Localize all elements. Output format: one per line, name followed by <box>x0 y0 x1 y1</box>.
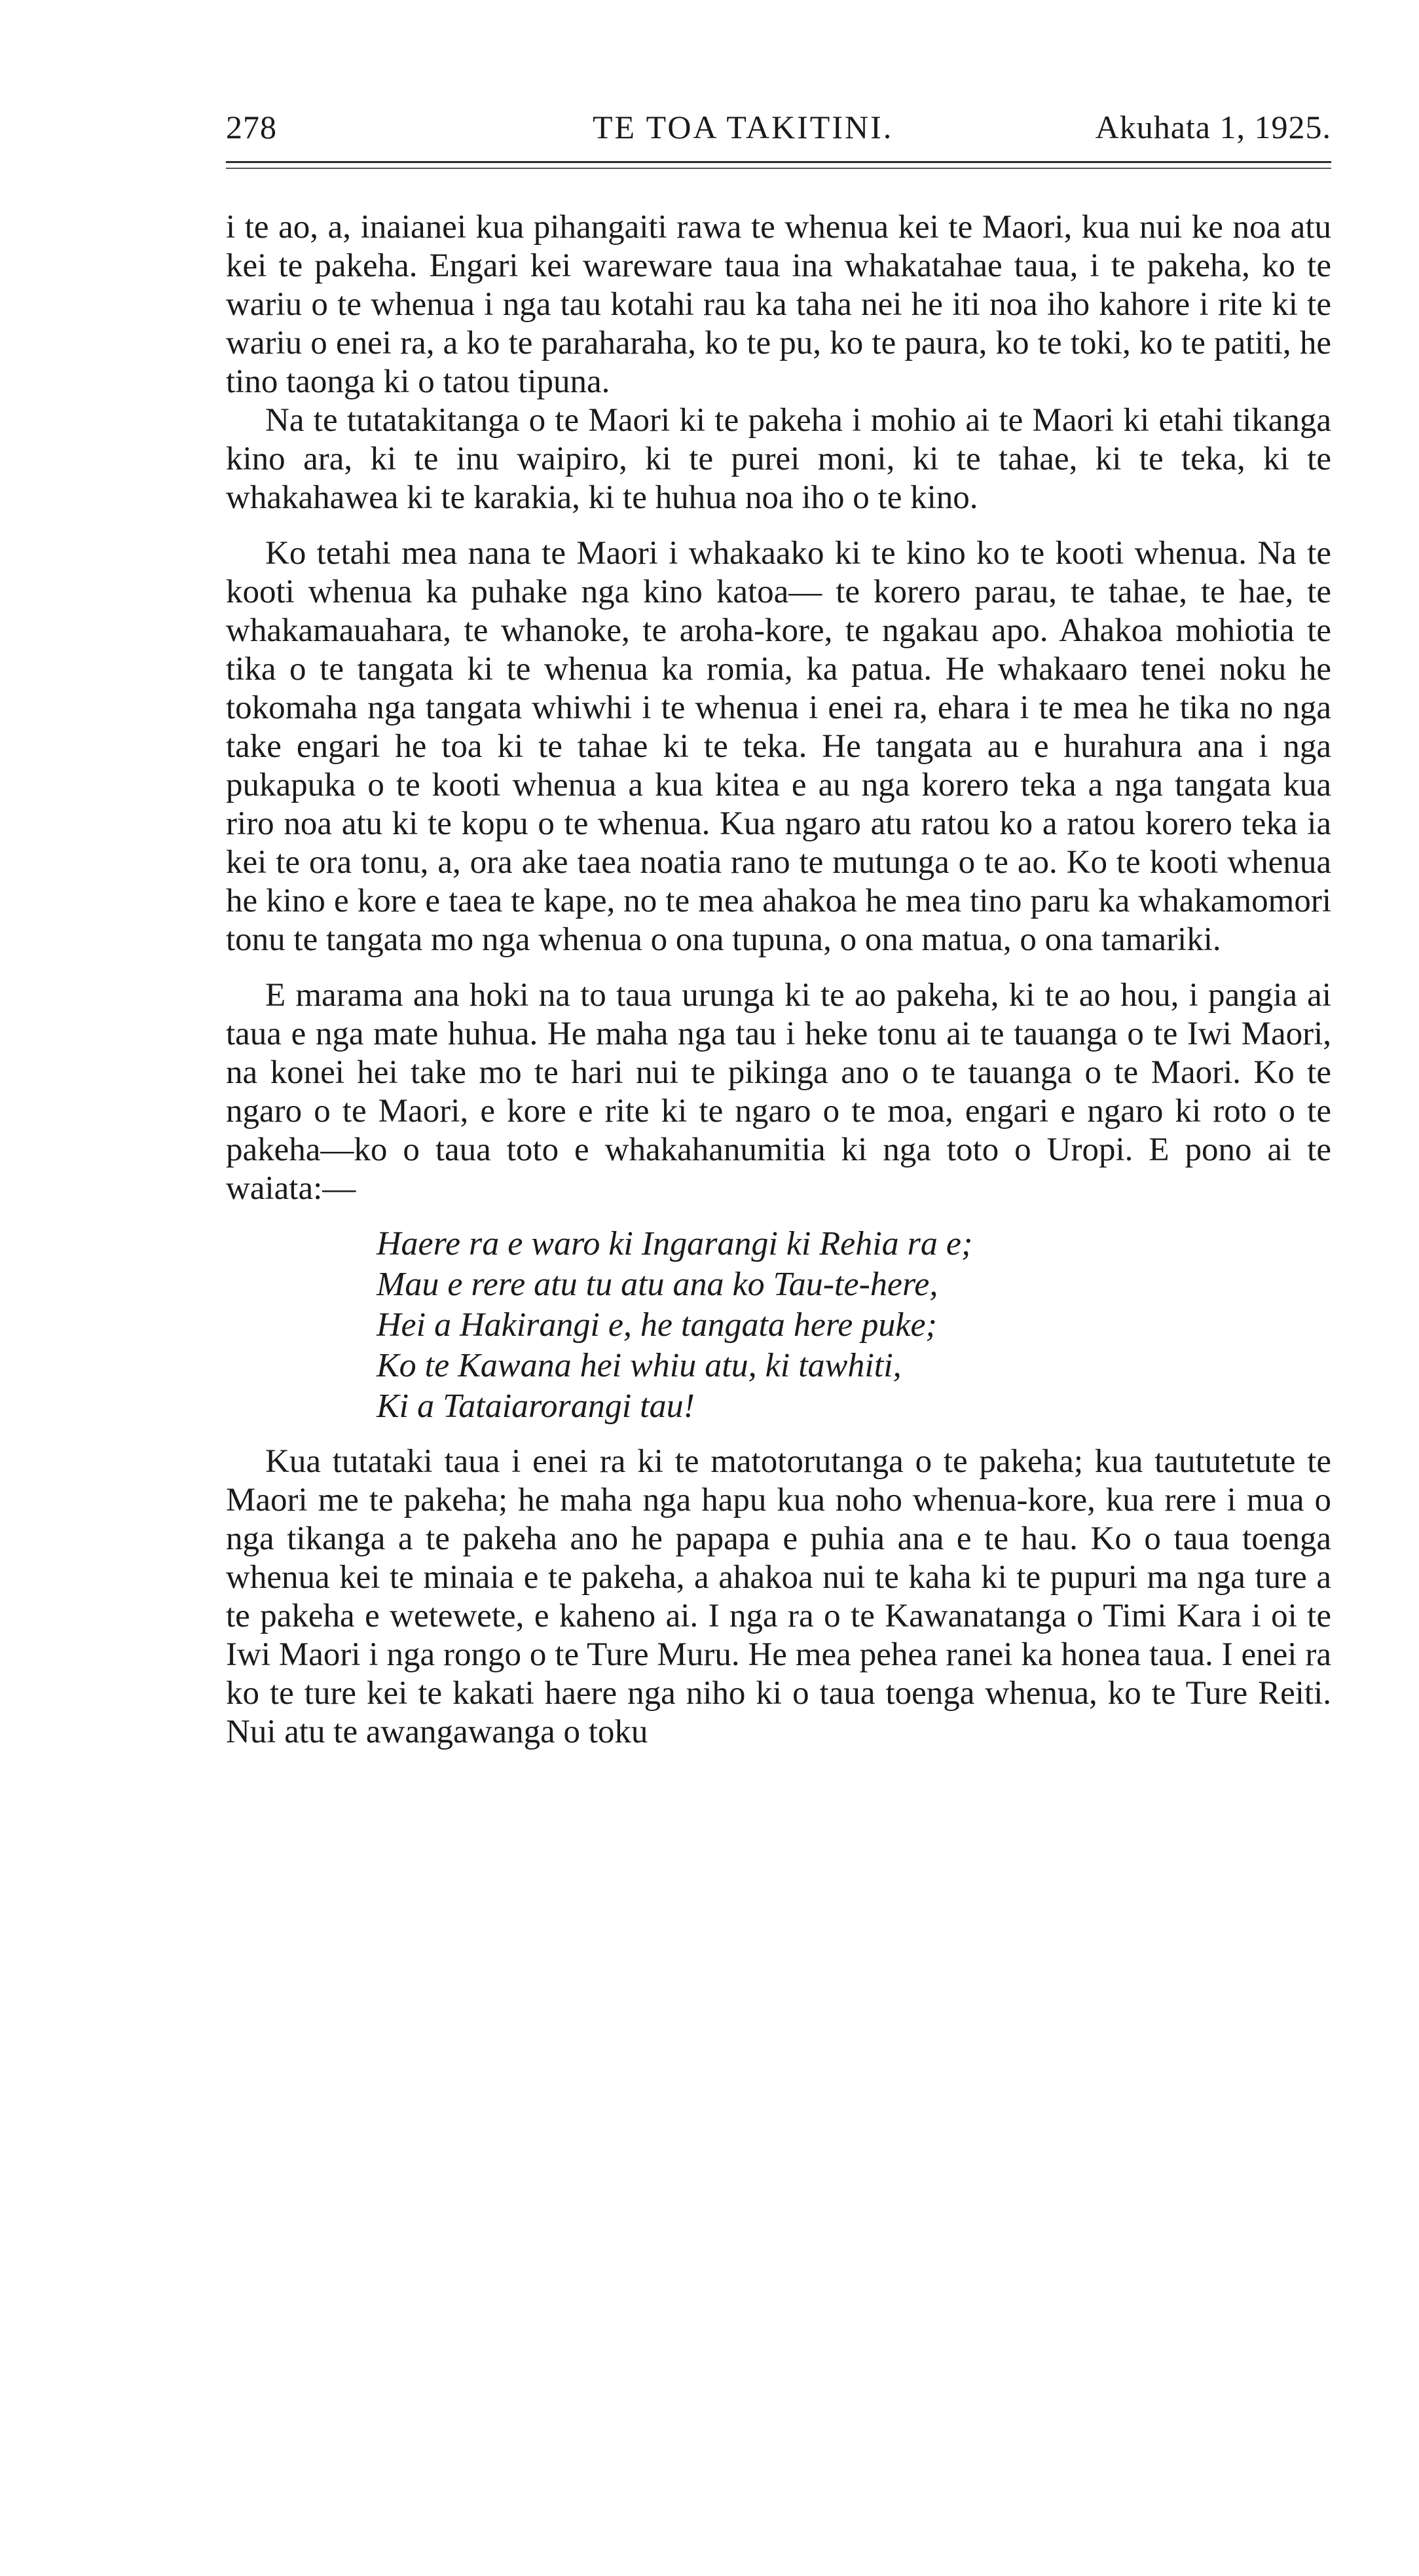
paragraph-3: Ko tetahi mea nana te Maori i whakaako ki te kino ko te kooti whenua. Na te kooti whenua ka puhake nga kino katoa— te korero parau, te tahae, te hae, te whakamauahara, te whanoke, te aroha-kore, te ngakau apo. Ahakoa mohiotia te tika o te tangata ki te whenua ka romia, ka patua. He whakaaro tenei noku he tokomaha nga tangata whiwhi i te whenua i enei ra, ehara i te mea he tika no nga take engari he toa ki te tahae ki te teka. He tangata au e hurahura ana i nga pukapuka o te kooti whenua a kua kitea e au nga korero teka a nga tangata kua riro noa atu ki te kopu o te whenua. Kua ngaro atu ratou ko a ratou korero teka ia kei te ora tonu, a, ora ake taea noatia rano te mutunga o te ao. Ko te kooti whenua he kino e kore e taea te kape, no te mea ahakoa he mea tino paru ka whakamomori tonu te tangata mo nga whenua o ona tupuna, o ona matua, o ona tamariki. <box>226 535 1331 958</box>
verse-line-1: Haere ra e waro ki Ingarangi ki Rehia ra e; <box>377 1225 973 1262</box>
song-verse <box>377 1224 1331 1427</box>
verse-line-2: Mau e rere atu tu atu ana ko Tau-te-here, <box>377 1266 938 1303</box>
paragraph-1: i te ao, a, inaianei kua pihangaiti rawa te whenua kei te Maori, kua nui ke noa atu kei te pakeha. Engari kei wareware taua ina whakatahae taua, i te pakeha, ko te wariu o te whenua i nga tau kotahi rau ka taha nei he iti noa iho kahore i rite ki te wariu o enei ra, a ko te paraharaha, ko te pu, ko te paura, ko te toki, ko te patiti, he tino taonga ki o tatou tipuna. <box>226 209 1331 400</box>
page-number: 278 <box>226 109 277 145</box>
paragraph-2: Na te tutatakitanga o te Maori ki te pakeha i mohio ai te Maori ki etahi tikanga kino ara, ki te inu waipiro, ki te purei moni, ki te tahae, ki te teka, ki te whakahawea ki te karakia, ki te huhua noa iho o te kino. <box>226 402 1331 516</box>
paragraph-5: Kua tutataki taua i enei ra ki te matotorutanga o te pakeha; kua taututetute te Maori me te pakeha; he maha nga hapu kua noho whenua-kore, kua rere i mua o nga tikanga a te pakeha ano he papapa e puhia ana e te hau. Ko o taua toenga whenua kei te minaia e te pakeha, a ahakoa nui te kaha ki te pupuri ma nga ture a te pakeha e wetewete, e kaheno ai. I nga ra o te Kawanatanga o Timi Kara i oi te Iwi Maori i nga rongo o te Ture Muru. He mea pehea ranei ka honea taua. I enei ra ko te ture kei te kakati haere nga niho ki o taua toenga whenua, ko te Ture Reiti. Nui atu te awangawanga o toku <box>226 1443 1331 1750</box>
header-rule <box>226 161 1331 163</box>
header-rule-thin <box>226 168 1331 169</box>
verse-line-3: Hei a Hakirangi e, he tangata here puke; <box>377 1306 937 1344</box>
page-header <box>226 108 1331 160</box>
verse-line-4: Ko te Kawana hei whiu atu, ki tawhiti, <box>377 1347 902 1384</box>
verse-line-5: Ki a Tataiarorangi tau! <box>377 1388 695 1425</box>
publication-title: TE TOA TAKITINI. <box>593 109 894 145</box>
issue-date: Akuhata 1, 1925. <box>1095 109 1331 145</box>
paragraph-4: E marama ana hoki na to taua urunga ki te ao pakeha, ki te ao hou, i pangia ai taua e nga mate huhua. He maha nga tau i heke tonu ai te tauanga o te Iwi Maori, na konei hei take mo te hari nui te pikinga ano o te tauanga o te Maori. Ko te ngaro o te Maori, e kore e rite ki te ngaro o te moa, engari e ngaro ki roto o te pakeha—ko o taua toto e whakahanumitia ki nga toto o Uropi. E pono ai te waiata:— <box>226 977 1331 1207</box>
article-body <box>226 208 1331 1752</box>
